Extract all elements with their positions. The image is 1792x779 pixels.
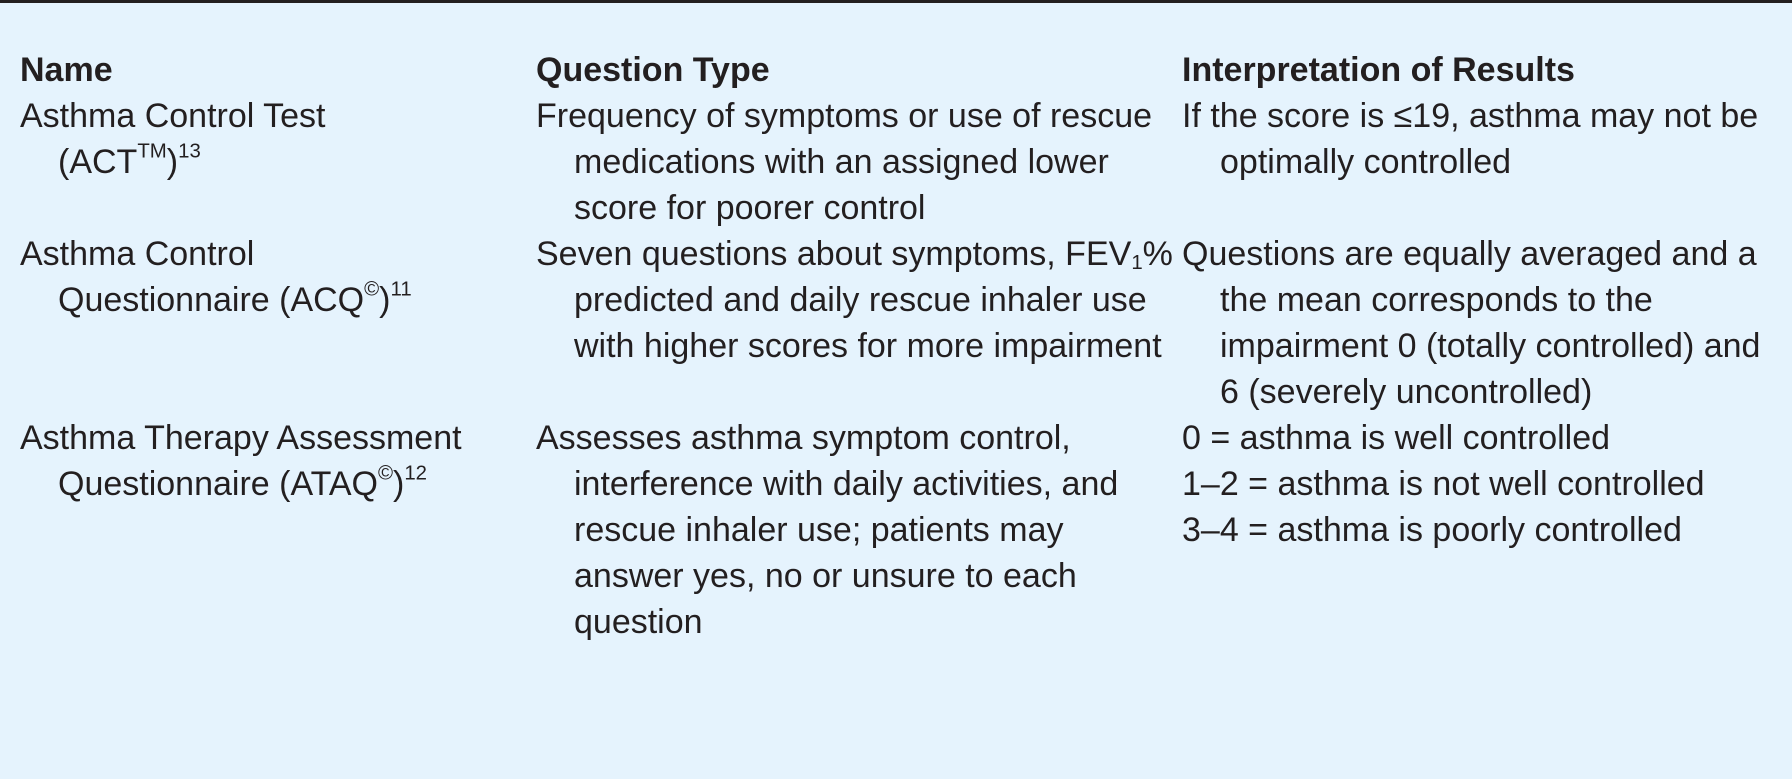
table-row <box>20 415 1780 645</box>
cell-question-type <box>536 93 1182 231</box>
asthma-control-table <box>20 47 1780 645</box>
instrument-abbrev: Questionnaire $(ACQ©)^{11}$ <box>58 278 412 319</box>
instrument-name: Asthma Therapy Assessment <box>20 419 462 457</box>
cell-name <box>20 231 536 415</box>
instrument-abbrev: Questionnaire (ATAQ©)$^{12}$ <box>58 462 428 503</box>
instrument-name: Asthma Control Test <box>20 97 326 135</box>
interpretation-line: 3–4 = asthma is poorly controlled <box>1182 511 1682 549</box>
cell-question-type <box>536 415 1182 645</box>
header-question-type: Question Type <box>536 51 770 89</box>
trademark-mark: TM <box>137 140 167 163</box>
interpretation-text: If the score is ≤19, asthma may not be optimally controlled <box>1182 97 1759 181</box>
header-name: Name <box>20 51 113 89</box>
cell-interpretation <box>1182 415 1780 645</box>
interpretation-text: Questions are equally averaged and a the mean corresponds to the impairment 0 (totally controlled) and 6 (severely uncontrolled) <box>1182 235 1761 411</box>
table-row <box>20 93 1780 231</box>
interpretation-line: 0 = asthma is well controlled <box>1182 419 1611 457</box>
instrument-name: Asthma Control <box>20 235 255 273</box>
instrument-abbrev: $(ACT™)^{13}$ <box>58 140 201 181</box>
cell-interpretation <box>1182 231 1780 415</box>
reference-number: 12 <box>404 462 428 485</box>
table-header-row <box>20 47 1780 93</box>
cell-name <box>20 93 536 231</box>
question-type-text: Frequency of symptoms or use of rescue medications with an assigned lower score for poorer control <box>536 97 1153 227</box>
cell-name <box>20 415 536 645</box>
table-row <box>20 231 1780 415</box>
header-interpretation: Interpretation of Results <box>1182 51 1575 89</box>
question-type-text: Assesses asthma symptom control, interference with daily activities, and rescue inhaler use; patients may answer yes, no or unsure to each question <box>536 419 1119 641</box>
question-type-text: Seven questions about symptoms, $FEV_1\%$ predicted and daily rescue inhaler use with higher scores for more impairment <box>536 235 1173 365</box>
cell-question-type <box>536 231 1182 415</box>
copyright-mark: © <box>364 278 380 301</box>
reference-number: 13 <box>178 140 201 163</box>
fev-subscript: 1 <box>1131 252 1143 275</box>
reference-number: 11 <box>390 278 412 301</box>
copyright-mark: © <box>377 462 394 485</box>
interpretation-line: 1–2 = asthma is not well controlled <box>1182 465 1705 503</box>
cell-interpretation <box>1182 93 1780 231</box>
